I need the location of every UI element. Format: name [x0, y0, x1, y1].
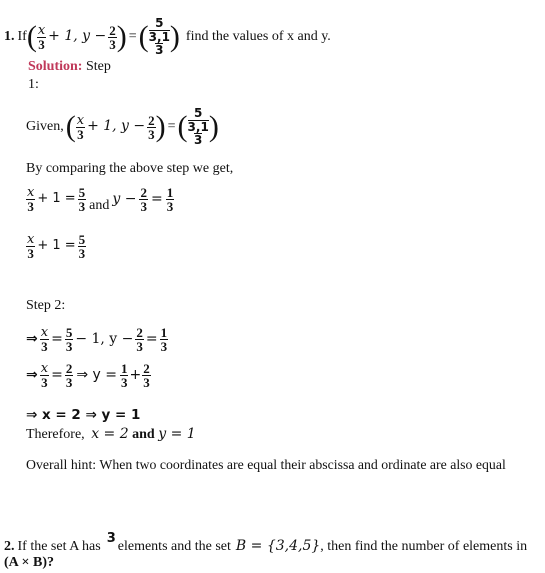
fraction-x-over-3: $\frac{x}{3}$	[27, 232, 35, 261]
question-2	[4, 530, 528, 556]
fraction-1-over-3: $\frac{1}{3}$	[120, 361, 128, 390]
result-x: x = 2	[91, 426, 129, 442]
tuple-middle: + 1, y −	[87, 118, 146, 135]
fraction-x-over-3: $\frac{x}{3}$	[40, 361, 49, 390]
fraction-1-over-3: $\frac{1}{3}$	[160, 325, 168, 354]
implies-arrow: ⇒	[26, 330, 38, 347]
paren-close: )	[208, 110, 219, 143]
plus-one-equals: + 1 =	[37, 191, 76, 207]
rhs-tuple: 5 3,1 3	[148, 16, 170, 58]
equals-sign: =	[150, 190, 163, 207]
therefore-line	[26, 427, 196, 442]
equals-sign: =	[167, 119, 176, 135]
step-1-label: Step	[85, 59, 111, 74]
element-count: 3	[106, 530, 116, 546]
fraction-2-over-3: $\frac{2}{3}$	[140, 185, 147, 214]
given-line	[26, 104, 219, 150]
question-number: 2.	[4, 539, 15, 555]
equation-line-1	[26, 186, 174, 213]
fraction-x-over-3: $\frac{x}{3}$	[37, 22, 46, 52]
question-text-c: , then find the number of elements in	[320, 539, 528, 555]
plus-sign: +	[129, 366, 142, 383]
equation-line-5: ⇒ x = 2 ⇒ y = 1	[26, 407, 141, 423]
fraction-x-over-3: $\frac{x}{3}$	[27, 185, 35, 214]
paren-close: )	[155, 110, 166, 143]
step-1-number: 1:	[28, 77, 39, 92]
question-1	[4, 16, 331, 58]
equals-sign: =	[51, 330, 63, 347]
minus-one-y: − 1, y −	[75, 330, 134, 347]
paren-close: )	[169, 20, 180, 53]
fraction-5-over-3: $\frac{5}{3}$	[65, 325, 73, 354]
implies-arrow: ⇒	[26, 366, 38, 383]
result-and: and	[132, 427, 155, 442]
question-text-b: elements and the set	[117, 539, 231, 555]
equals-sign: =	[128, 29, 137, 45]
implies-y-equals: ⇒ y =	[76, 366, 117, 383]
fraction-2-over-3: $\frac{2}{3}$	[136, 325, 143, 354]
comparing-text: By comparing the above step we get,	[26, 161, 234, 176]
y-minus: y −	[112, 191, 137, 207]
paren-open: (	[177, 110, 188, 143]
equals-sign: =	[51, 366, 63, 383]
question-text-a: If the set A has	[17, 539, 101, 555]
fraction-2-over-3: $\frac{2}{3}$	[143, 361, 150, 390]
equation-line-2	[26, 233, 86, 260]
tuple-middle: + 1, y −	[48, 28, 107, 45]
fraction-x-over-3: $\frac{x}{3}$	[76, 112, 85, 142]
and-word: and	[89, 197, 110, 213]
fraction-1-over-3: $\frac{1}{3}$	[166, 185, 174, 214]
step-2-label: Step 2:	[26, 298, 66, 313]
question-number: 1.	[4, 29, 15, 45]
question-prefix: If	[17, 29, 27, 45]
fraction-2-over-3: $\frac{2}{3}$	[109, 22, 116, 52]
fraction-5-over-3: $\frac{5}{3}$	[78, 185, 86, 214]
plus-one-equals: + 1 =	[37, 238, 76, 254]
solution-heading	[28, 59, 111, 74]
equation-line-4	[26, 362, 151, 389]
question-2-product: (A × B)?	[4, 555, 54, 570]
paren-open: (	[26, 20, 37, 53]
question-suffix: find the values of x and y.	[185, 29, 331, 45]
fraction-2-over-3: $\frac{2}{3}$	[148, 112, 155, 142]
result-y: y = 1	[158, 426, 196, 442]
solution-label: Solution:	[28, 59, 83, 74]
overall-hint: Overall hint: When two coordinates are equal their abscissa and ordinate are also equal	[26, 457, 506, 472]
given-label: Given,	[26, 119, 64, 135]
rhs-tuple: 5 3,1 3	[187, 106, 209, 148]
set-b: B = {3,4,5}	[235, 538, 321, 555]
paren-open: (	[138, 20, 149, 53]
equation-line-3	[26, 326, 168, 353]
equals-sign: =	[145, 330, 158, 347]
fraction-5-over-3: $\frac{5}{3}$	[78, 232, 86, 261]
fraction-2-over-3: $\frac{2}{3}$	[65, 361, 73, 390]
therefore-label: Therefore,	[26, 427, 85, 442]
paren-open: (	[65, 110, 76, 143]
paren-close: )	[116, 20, 127, 53]
fraction-x-over-3: $\frac{x}{3}$	[40, 325, 49, 354]
